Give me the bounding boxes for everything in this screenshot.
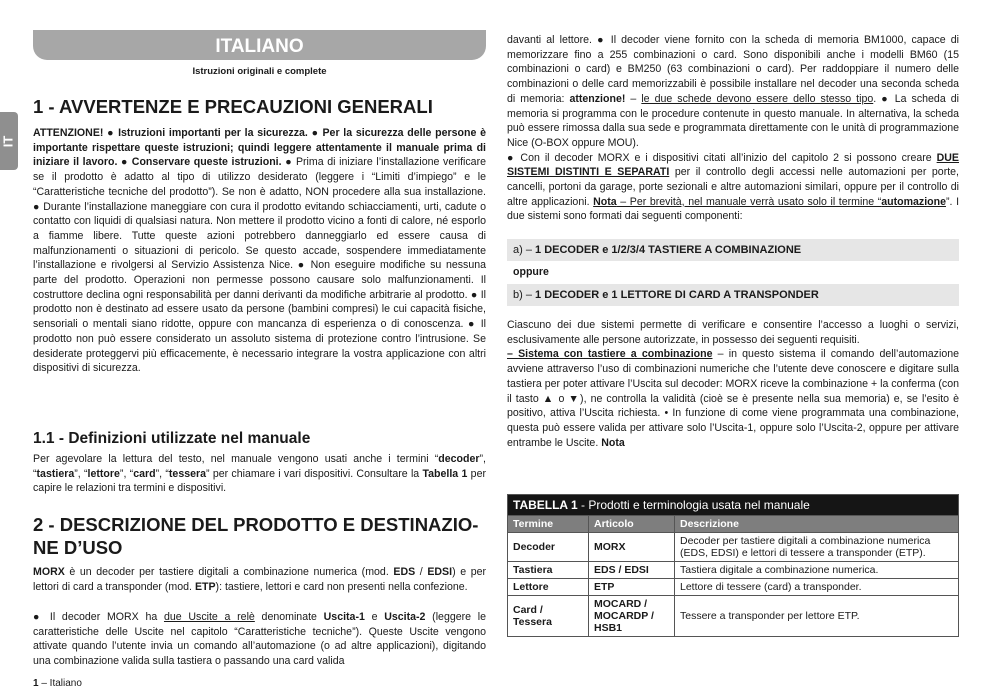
cell-termine: Tastiera (508, 562, 589, 579)
right-paragraph-1 (507, 33, 959, 224)
side-tab-label: IT (0, 135, 16, 148)
body-text: – (625, 92, 642, 105)
cell-descrizione: Tessere a transponder per lettore ETP. (675, 596, 959, 637)
description-paragraph-2 (33, 610, 486, 669)
oppure-label: oppure (513, 266, 549, 278)
quote-sep: ”, “ (119, 467, 134, 480)
model-edsi: EDSI (427, 566, 453, 578)
cell-articolo: MORX (589, 533, 675, 562)
same-type-note: le due schede devono essere dello stesso tipo (641, 92, 874, 105)
output-1: Uscita-1 (323, 611, 365, 623)
cell-descrizione: Tastiera digitale a combinazione numerica. (675, 562, 959, 579)
def-text: ” per chiamare i vari dispositivi. Consultare la (206, 467, 423, 480)
desc-text: denominate (254, 611, 324, 623)
term-lettore: lettore (87, 467, 120, 480)
product-name: MORX (33, 566, 65, 578)
right-paragraph-3 (507, 318, 959, 450)
def-text: per capire le relazioni tra termini e dispositivi. (33, 467, 486, 495)
heading-warnings: 1 - AVVERTENZE E PRECAUZIONI GENERALI (33, 96, 433, 117)
cell-articolo: EDS / EDSI (589, 562, 675, 579)
term-decoder: decoder (438, 453, 480, 465)
heading-description: 2 - DESCRIZIONE DEL PRODOTTO E DESTINAZIO-NE D’USO (33, 514, 479, 558)
body-text: davanti al lettore. ● Il decoder viene fornito con la scheda di memoria BM1000, capace di memorizzare fino a 255 combinazioni o card. Sono disponibili anche i modelli BM60 (15 combinazioni o card) e BM250 (63 combinazioni o card). Per raddoppiare il numero delle combinazioni o delle card memorizzabili è possibile installare nel decoder una seconda scheda di memoria: (507, 34, 959, 105)
slash: / (415, 566, 428, 578)
col-header-termine: Termine (508, 516, 589, 533)
cell-termine: Lettore (508, 579, 589, 596)
definitions-paragraph (33, 452, 486, 496)
body-text: . ● La scheda di memoria si programma con le procedure contenute in questo manuale. In alternativa, la scheda può essere rimossa dalla sua sede e programmata direttamente con le unità di programmazione Nice (O-BOX oppure MOU). (507, 92, 959, 149)
model-eds: EDS (393, 566, 416, 578)
table-title-row (508, 495, 959, 516)
term-tastiera: tastiera (36, 467, 75, 480)
model-etp: ETP (194, 580, 216, 593)
col-header-articolo: Articolo (589, 516, 675, 533)
option-a-bar (507, 239, 959, 261)
warnings-lead: ATTENZIONE! ● Istruzioni importanti per la sicurezza. ● Per la sicurezza delle persone è importante rispettare queste istruzioni; quindi leggere attentamente il manuale prima di iniziare il lavoro. ● Conservare queste istruzioni. (33, 127, 486, 169)
nota-text: – Per brevità, nel manuale verrà usato solo il termine “ (616, 195, 882, 208)
cell-descrizione: Lettore di tessere (card) a transponder. (675, 579, 959, 596)
warnings-paragraph (33, 126, 486, 376)
option-prefix: b) – (513, 289, 536, 301)
heading-definitions: 1.1 - Definizioni utilizzate nel manuale (33, 430, 311, 447)
cell-descrizione: Decoder per tastiere digitali a combinazione numerica (EDS, EDSI) e lettori di tessere a transponder (ETP). (675, 533, 959, 562)
desc-underlined: due Uscite a relè (163, 611, 255, 623)
table-row (508, 596, 959, 637)
subtitle: Istruzioni originali e complete (192, 66, 327, 77)
option-a-label: 1 DECODER e 1/2/3/4 TASTIERE A COMBINAZIONE (535, 244, 802, 256)
keypad-system-label: – Sistema con tastiere a combinazione (507, 348, 713, 361)
desc-text: ) e per lettori di card a transponder (mod. (33, 566, 486, 593)
desc-text: e (364, 611, 385, 623)
body-text: per il controllo degli accessi nelle automazioni per porte, cancelli, portoni da garage, porte sezionali e altre automazioni similari, oppure per il controllo di altre applicazioni. (507, 166, 959, 208)
desc-text: è un decoder per tastiere digitali a combinazione numerica (mod. (64, 566, 394, 578)
desc-text: (leggere le caratteristiche delle Uscite nel capitolo “Caratteristiche tecniche”). Queste Uscite vengono attivate quando l’utente invia un comando all’automazione (o ad altre applicazioni), digitando una combinazione valida sulla tastiera o passando una card valida (33, 611, 487, 668)
page-footer (33, 678, 82, 689)
table-reference: Tabella 1 (422, 467, 468, 480)
body-text: – in questo sistema il comando dell’automazione avviene attraverso l’uso di combinazioni numeriche che l’utente deve conoscere e digitare sulla tastiera per poter attivare l’Uscita sul decoder: MORX riceve la combinazione + la conferma (con il tasto ▲ o ▼), ne controlla la validità (cioè se è presente nella sua memoria) e, se l’esito è positivo, attiva l’Uscita richiesta. • In funzione di come viene programmata una combinazione, questa può essere valida per attivare solo l’Uscita-1, oppure solo l’Uscita-2, oppure per attivare entrambe le Uscite. (507, 348, 959, 449)
cell-termine: Decoder (508, 533, 589, 562)
nota-label: Nota (593, 195, 617, 208)
table-row (508, 562, 959, 579)
cell-articolo: MOCARD / MOCARDP / HSB1 (589, 596, 675, 637)
table-title (508, 495, 959, 516)
table-title-bold: TABELLA 1 (513, 498, 578, 512)
option-prefix: a) – (513, 244, 536, 256)
output-2: Uscita-2 (384, 611, 426, 623)
language-side-tab (0, 112, 18, 170)
two-systems-label: DUE SISTEMI DISTINTI E SEPARATI (507, 151, 959, 179)
table-row (508, 533, 959, 562)
language-header: ITALIANO (33, 34, 486, 60)
option-b-bar (507, 284, 959, 306)
automazione-term: automazione (881, 195, 946, 208)
desc-text: ): tastiere, lettori e card non presenti nella confezione. (215, 580, 468, 593)
table-row (508, 579, 959, 596)
attention-label: attenzione! (569, 92, 626, 105)
footer-label: – Italiano (38, 678, 82, 689)
term-card: card (133, 467, 156, 480)
cell-termine: Card / Tessera (508, 596, 589, 637)
option-b-label: 1 DECODER e 1 LETTORE DI CARD A TRANSPONDER (535, 289, 819, 301)
nota-label: Nota (601, 436, 625, 449)
quote-sep: ”, “ (33, 453, 486, 480)
quote-sep: ”, “ (155, 467, 169, 480)
table-title-rest: - Prodotti e terminologia usata nel manuale (577, 498, 810, 512)
desc-text: ● Il decoder MORX ha (33, 611, 164, 623)
term-tessera: tessera (168, 467, 207, 480)
cell-articolo: ETP (589, 579, 675, 596)
warnings-body: ● Prima di iniziare l’installazione verificare se il prodotto è adatto al tipo di utilizzo desiderato (leggere i “Limiti d’impiego” e le “Caratteristiche tecniche del prodotto”). Se non è adatto, NON procedere alla sua installazione. ● Durante l’installazione maneggiare con cura il prodotto evitando schiacciamenti, urti, cadute o contatto con liquidi di qualsiasi natura. Non mettere il prodotto vicino a fonti di calore, né esporlo a fiamme libere. Tutte queste azioni potrebbero danneggiarlo ed essere causa di malfunzionamenti o situazioni di pericolo. Se questo accade, sospendere immediatamente l’installazione e rivolgersi al Servizio Assistenza Nice. ● Non eseguire modifiche su nessuna parte del prodotto. Operazioni non permesse possono causare solo malfunzionamenti. Il costruttore declina ogni responsabilità per danni derivanti da modifiche arbitrarie al prodotto. ● Il prodotto non è destinato ad essere usato da persone (bambini compresi) le cui capacità fisiche, sensoriali o mentali siano ridotte, oppure con mancanza di esperienza o di conoscenza. ● Il prodotto non può essere considerato un assoluto sistema di protezione contro l’intrusione. Se desiderate proteggervi più efficacemente, è necessario integrare la vostra applicazione con altri dispositivi di sicurezza. (33, 156, 486, 375)
col-header-descrizione: Descrizione (675, 516, 959, 533)
page-number: 1 (33, 678, 39, 689)
description-paragraph-1 (33, 565, 486, 594)
table-header-row (508, 516, 959, 533)
def-text: Per agevolare la lettura del testo, nel manuale vengono usati anche i termini “ (33, 453, 439, 465)
body-text: Ciascuno dei due sistemi permette di verificare e consentire l’accesso a luoghi o servizi, esclusivamente alle persone autorizzate, in possesso dei seguenti requisiti. (507, 319, 959, 346)
quote-sep: ”, “ (74, 467, 88, 480)
table-1 (507, 494, 959, 637)
body-text: ● Con il decoder MORX e i dispositivi citati all’inizio del capitolo 2 si possono creare (507, 151, 937, 164)
body-text: ”. I due sistemi sono formati dai seguenti componenti: (507, 195, 960, 223)
